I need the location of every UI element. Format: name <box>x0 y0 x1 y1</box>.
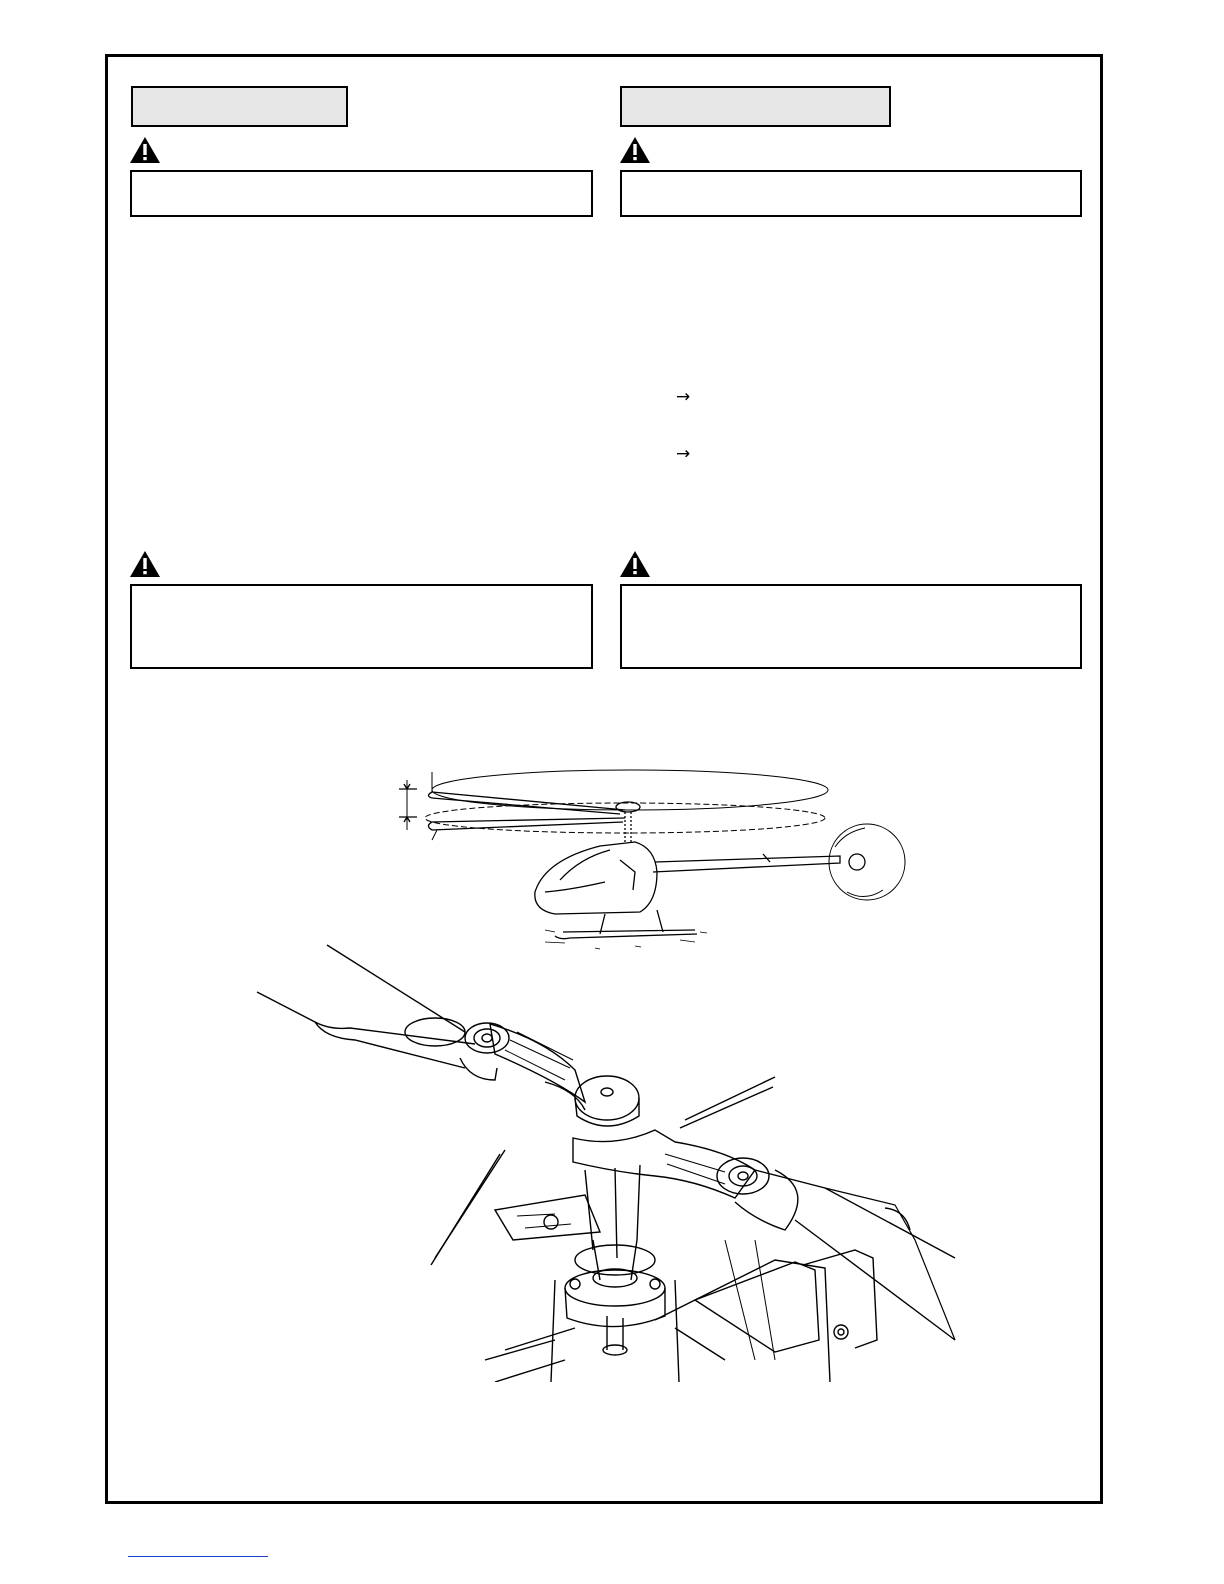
warning-triangle-icon <box>129 550 161 578</box>
warning-triangle-icon <box>619 550 651 578</box>
arrow-right-icon: → <box>676 444 691 464</box>
warning-triangle-icon <box>619 136 651 164</box>
right-warning-box-top <box>620 170 1082 217</box>
right-warning-box-bottom <box>620 584 1082 669</box>
helicopter-hover-illustration <box>395 762 920 962</box>
footer-link-underline[interactable] <box>128 1556 268 1557</box>
left-warning-box-bottom <box>130 584 593 669</box>
rotor-head-illustration <box>255 940 965 1382</box>
left-header-box <box>131 86 348 127</box>
right-header-box <box>620 86 891 127</box>
left-warning-box-top <box>130 170 593 217</box>
warning-triangle-icon <box>129 136 161 164</box>
arrow-right-icon: → <box>676 387 691 407</box>
